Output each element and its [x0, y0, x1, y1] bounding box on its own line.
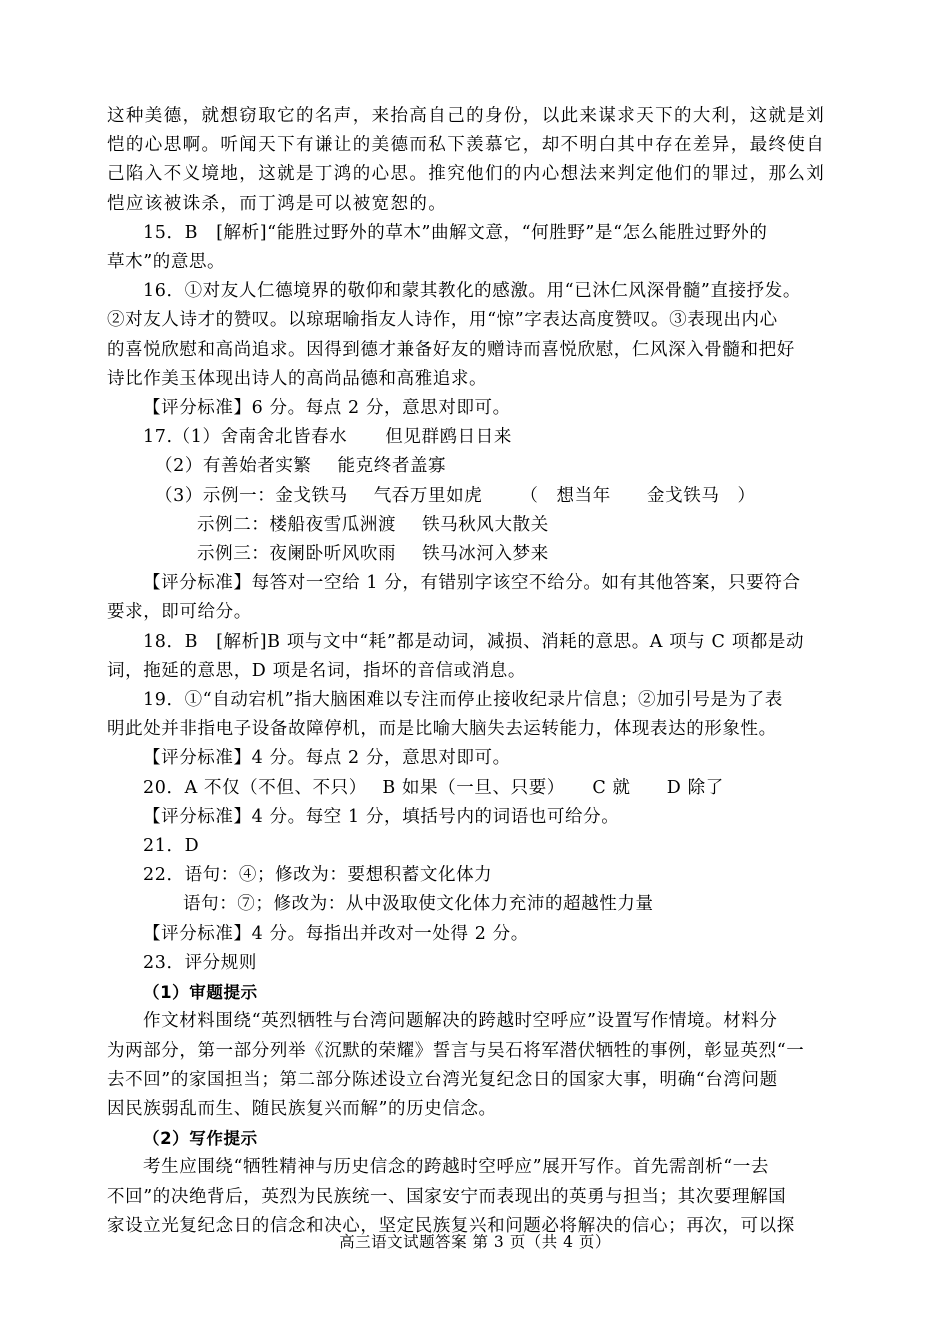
answer-16-cont: 诗比作美玉体现出诗人的高尚品德和高雅追求。 — [107, 368, 488, 389]
example-2-a: 示例二：楼船夜雪瓜洲渡 — [197, 514, 397, 535]
answer-17-3-b: 气吞万里如虎 — [373, 485, 483, 506]
answer-15-cont: 草木”的意思。 — [107, 252, 226, 273]
answer-17-2-a: （2）有善始者实繁 — [155, 456, 312, 477]
paragraph-writing-cont: 不回”的决绝背后，英烈为民族统一、国家安宁而表现出的英勇与担当；其次要理解国 — [107, 1186, 787, 1207]
answer-17-3 — [107, 482, 849, 511]
answer-17-1-b: 但见群鸥日日来 — [385, 427, 512, 448]
paragraph-writing-cont: 家设立光复纪念日的信念和决心，坚定民族复兴和问题必将解决的信心；再次，可以探 — [107, 1215, 795, 1236]
answer-20: 20．A 不仅（不但、不只） B 如果（一旦、只要） C 就 D 除了 — [143, 777, 724, 798]
answer-17-1 — [107, 423, 849, 452]
answer-17-example-3 — [107, 540, 849, 569]
paragraph-review-cont: 因民族弱乱而生、随民族复兴而解”的历史信念。 — [107, 1098, 497, 1119]
page-content — [107, 102, 849, 1241]
example-2-b: 铁马秋风大散关 — [422, 514, 549, 535]
answer-17-3-c: （ 想当年 金戈铁马 ） — [520, 485, 756, 506]
section-heading-writing: （2）写作提示 — [143, 1129, 258, 1149]
text-line: 这种美德，就想窃取它的名声，来抬高自己的身份，以此来谋求天下的大利，这就是刘 — [107, 106, 826, 126]
section-heading-review: （1）审题提示 — [143, 983, 258, 1003]
scoring-22: 【评分标准】4 分。每指出并改对一处得 2 分。 — [143, 923, 529, 944]
answer-17-example-2 — [107, 511, 849, 540]
text-line: 己陷入不义境地，这就是丁鸿的心思。推究他们的内心想法来判定他们的罪过，那么刘 — [107, 164, 826, 185]
scoring-16: 【评分标准】6 分。每点 2 分，意思对即可。 — [143, 398, 511, 419]
paragraph-review: 作文材料围绕“英烈牺牲与台湾问题解决的跨越时空呼应”设置写作情境。材料分 — [143, 1011, 778, 1032]
example-3-a: 示例三：夜阑卧听风吹雨 — [197, 544, 397, 565]
answer-16-cont: ②对友人诗才的赞叹。以琼琚喻指友人诗作，用“惊”字表达高度赞叹。③表现出内心 — [107, 310, 778, 331]
answer-17-3-a: （3）示例一：金戈铁马 — [155, 485, 348, 506]
answer-16: 16．①对友人仁德境界的敬仰和蒙其教化的感激。用“已沐仁风深骨髓”直接抒发。 — [143, 281, 801, 302]
answer-22: 22．语句：④；修改为：要想积蓄文化体力 — [143, 865, 493, 886]
answer-19: 19．①“自动宕机”指大脑困难以专注而停止接收纪录片信息；②加引号是为了表 — [143, 690, 783, 711]
scoring-17: 【评分标准】每答对一空给 1 分，有错别字该空不给分。如有其他答案，只要符合 — [143, 573, 801, 594]
answer-18: 18．B [解析]B 项与文中“耗”都是动词，减损、消耗的意思。A 项与 C 项都是动 — [143, 631, 805, 652]
scoring-20: 【评分标准】4 分。每空 1 分，填括号内的词语也可给分。 — [143, 806, 620, 827]
text-line: 恺应该被诛杀，而丁鸿是可以被宽恕的。 — [107, 193, 448, 214]
example-3-b: 铁马冰河入梦来 — [422, 544, 549, 565]
answer-23: 23．评分规则 — [143, 952, 257, 973]
answer-15: 15．B [解析]“能胜过野外的草木”曲解文意，“何胜野”是“怎么能胜过野外的 — [143, 222, 768, 243]
text-line: 恺的心思啊。听闻天下有谦让的美德而私下羡慕它，却不明白其中存在差异，最终使自 — [107, 135, 826, 156]
paragraph-writing: 考生应围绕“牺牲精神与历史信念的跨越时空呼应”展开写作。首先需剖析“一去 — [143, 1157, 769, 1178]
paragraph-review-cont: 为两部分，第一部分列举《沉默的荣耀》誓言与吴石将军潜伏牺牲的事例，彰显英烈“一 — [107, 1040, 805, 1061]
answer-17-2 — [107, 452, 849, 481]
answer-22-cont: 语句：⑦；修改为：从中汲取使文化体力充沛的超越性力量 — [183, 894, 654, 915]
answer-19-cont: 明此处并非指电子设备故障停机，而是比喻大脑失去运转能力，体现表达的形象性。 — [107, 719, 777, 740]
answer-17-1-a: 17.（1）舍南舍北皆春水 — [143, 427, 348, 448]
answer-21: 21．D — [143, 836, 200, 857]
scoring-19: 【评分标准】4 分。每点 2 分，意思对即可。 — [143, 748, 511, 769]
answer-17-2-b: 能克终者盖寡 — [337, 456, 447, 477]
scoring-17-cont: 要求，即可给分。 — [107, 602, 252, 623]
paragraph-review-cont: 去不回”的家国担当；第二部分陈述设立台湾光复纪念日的国家大事，明确“台湾问题 — [107, 1069, 778, 1090]
answer-18-cont: 词，拖延的意思，D 项是名词，指坏的音信或消息。 — [107, 660, 526, 681]
answer-16-cont: 的喜悦欣慰和高尚追求。因得到德才兼备好友的赠诗而喜悦欣慰，仁风深入骨髓和把好 — [107, 339, 795, 360]
page-footer: 高三语文试题答案 第 3 页（共 4 页） — [339, 1233, 611, 1251]
